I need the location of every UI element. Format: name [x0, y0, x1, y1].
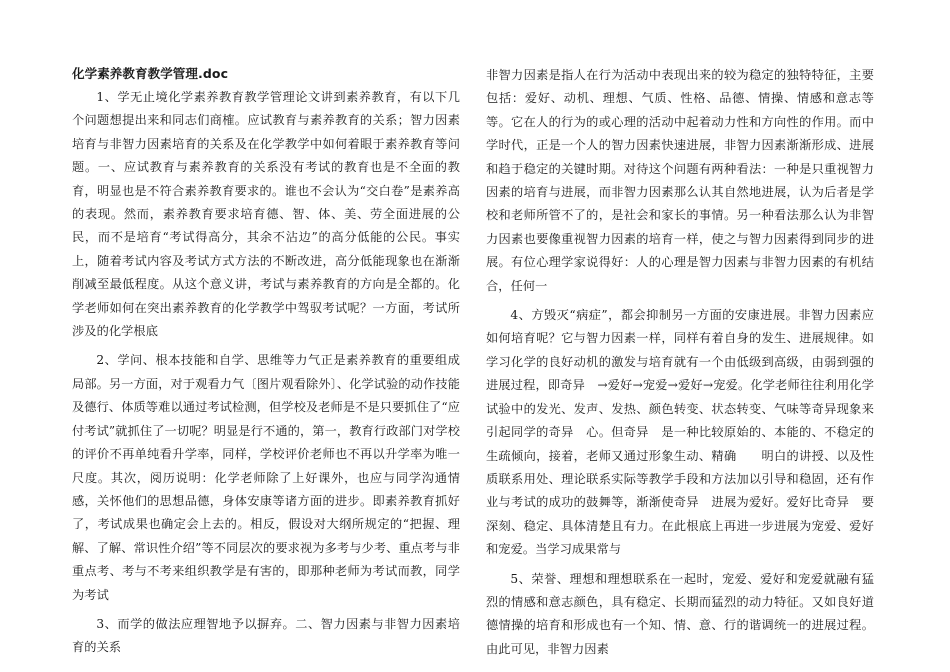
paragraph-2: 2、学问、根本技能和自学、思维等力气正是素养教育的重要组成局部。另一方面，对于观看力气〔图片观看除外〕、化学试验的动作技能及德行、体质等难以通过考试检测，但学校及老师是不是只要抓住了“应付考试”就抓住了一切呢？明显是行不通的，第一，教育行政部门对学校的评价不再单纯看升学率，同样，学校评价老师也不再以升学率为唯一尺度。其次，阅历说明：化学老师除了上好课外，也应与同学沟通情感，关怀他们的思想品德，身体安康等诸方面的进步。即素养教育抓好了，考试成果也确定会上去的。相反，假设对大纲所规定的“把握、理解、了解、常识性介绍”等不同层次的要求视为多考与少考、重点考与非重点考、考与不考来组织教学是有害的，即那种老师为考试而教，同学为考试 [72, 353, 460, 602]
left-column [72, 62, 460, 660]
paragraph-3-continued: 非智力因素是指人在行为活动中表现出来的较为稳定的独特特征，主要包括：爱好、动机、理想、气质、性格、品德、情操、情感和意志等等。它在人的行为的或心理的活动中起着动力性和方向性的作用。而中学时代，正是一个人的智力因素快速进展，非智力因素渐渐形成、进展和趋于稳定的关键时期。对待这个问题有两种看法：一种是只重视智力因素的培育与进展，而非智力因素那么认其自然地进展，认为后者是学校和老师所管不了的，是社会和家长的事情。另一种看法那么认为非智力因素也要像重视智力因素的培育一样，使之与智力因素得到同步的进展。有位心理学家说得好：人的心理是智力因素与非智力因素的有机结合，任何一 [486, 68, 874, 293]
right-column [486, 64, 874, 661]
paragraph-1: 1、学无止境化学素养教育教学管理论文讲到素养教育，有以下几个问题想提出来和同志们商榷。应试教育与素养教育的关系；智力因素培育与非智力因素培育的关系及在化学教学中如何着眼于素养教育等问题。一、应试教育与素养教育的关系没有考试的教育也是不全面的教育，明显也是不符合素养教育要求的。谁也不会认为“交白卷”是素养高的表现。然而，素养教育要求培育德、智、体、美、劳全面进展的公民，而不是培育“考试得高分，其余不沾边”的高分低能的公民。事实上，随着考试内容及考试方式方法的不断改进，高分低能现象也在渐渐削减至最低程度。从这个意义讲，考试与素养教育的方向是全都的。化学老师如何在突出素养教育的化学教学中驾驭考试呢？一方面，考试所涉及的化学根底 [72, 90, 460, 339]
paragraph-3: 3、而学的做法应理智地予以摒弃。二、智力因素与非智力因素培育的关系 [72, 616, 460, 655]
paragraph-4: 4、方毁灭“病症”，都会抑制另一方面的安康进展。非智力因素应如何培育呢？它与智力因素一样，同样有着自身的发生、进展规律。如学习化学的良好动机的激发与培育就有一个由低级到高级，由弱到强的进展过程，即奇异 →爱好→宠爱→爱好→宠爱。化学老师往往利用化学试验中的发光、发声、发热、颜色转变、状态转变、气味等奇异现象来引起同学的奇异 心。但奇异 是一种比较原始的、本能的、不稳定的生疏倾向，接着，老师又通过形象生动、精确 明白的讲授、以及性质联系用处、理论联系实际等教学手段和方法加以引导和稳固，还有作业与考试的成功的鼓舞等，渐渐使奇异 进展为爱好。爱好比奇异 要深刻、稳定、具体清楚且有力。在此根底上再进一步进展为宠爱、爱好和宠爱。当学习成果常与 [486, 308, 874, 557]
paragraph-5: 5、荣誉、理想和理想联系在一起时，宠爱、爱好和宠爱就融有猛烈的情感和意志颜色，具有稳定、长期而猛烈的动力特征。又如良好道德情操的培育和形成也有一个知、情、意、行的谐调统一的进展过程。由此可见，非智力因素 [486, 571, 874, 656]
document-title: 化学素养教育教学管理.doc [72, 66, 229, 81]
